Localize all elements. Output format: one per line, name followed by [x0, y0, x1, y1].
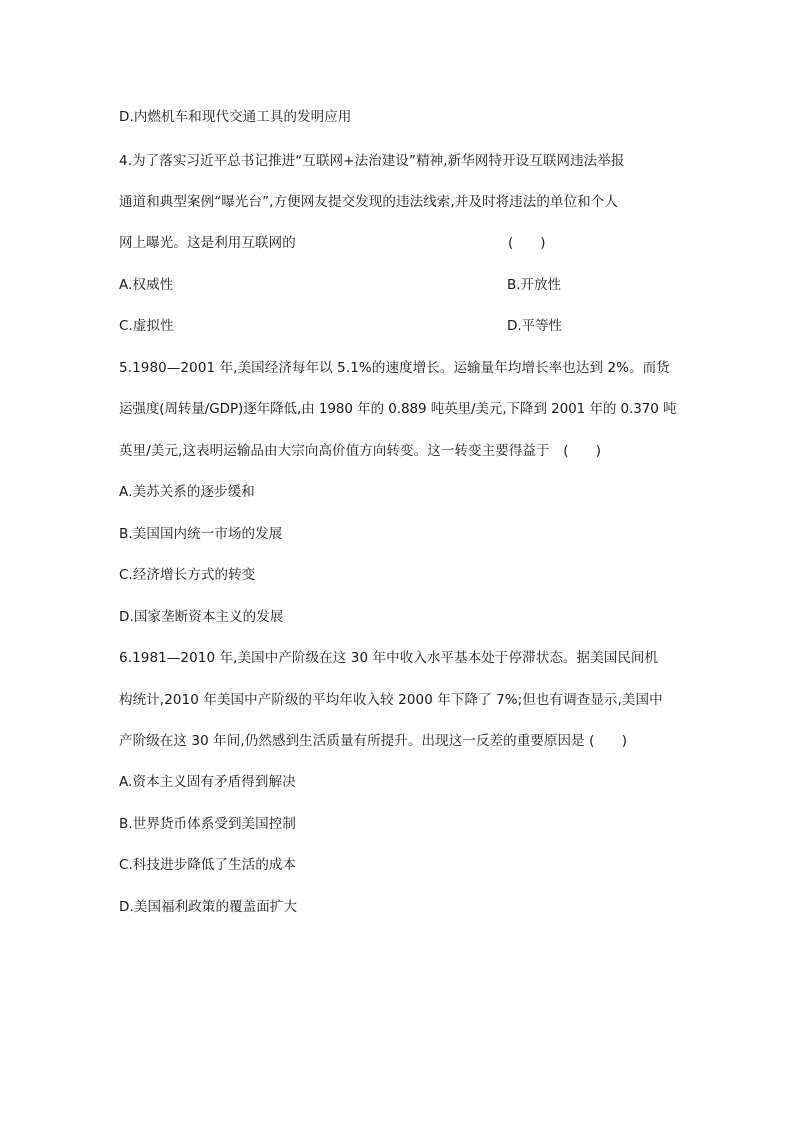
q4-stem-line-3: 网上曝光。这是利用互联网的 — [119, 235, 296, 251]
q4-answer-paren: ( ) — [508, 235, 546, 251]
q4-option-d: D.平等性 — [507, 318, 563, 334]
q6-stem-line-3: 产阶级在这 30 年间,仍然感到生活质量有所提升。出现这一反差的重要原因是 ( ) — [119, 733, 628, 749]
q5-stem-line-3: 英里/美元,这表明运输品由大宗向高价值方向转变。这一转变主要得益于 ( ) — [119, 443, 602, 459]
q4-stem-line-1: 4.为了落实习近平总书记推进“互联网+法治建设”精神,新华网特开设互联网违法举报 — [119, 153, 625, 169]
q5-option-a: A.美苏关系的逐步缓和 — [119, 484, 255, 500]
q6-option-d: D.美国福利政策的覆盖面扩大 — [119, 899, 298, 915]
q6-option-b: B.世界货币体系受到美国控制 — [119, 816, 296, 832]
q5-option-b: B.美国国内统一市场的发展 — [119, 526, 283, 542]
q6-stem-line-2: 构统计,2010 年美国中产阶级的平均年收入较 2000 年下降了 7%;但也有调查显示,美国中 — [119, 692, 663, 708]
q4-option-c: C.虚拟性 — [119, 318, 174, 334]
q4-stem-line-2: 通道和典型案例“曝光台”,方便网友提交发现的违法线索,并及时将违法的单位和个人 — [119, 194, 618, 210]
q5-stem-line-1: 5.1980—2001 年,美国经济每年以 5.1%的速度增长。运输量年均增长率也达到 2%。而货 — [119, 360, 670, 376]
q5-option-d: D.国家垄断资本主义的发展 — [119, 609, 284, 625]
q4-option-a: A.权威性 — [119, 277, 174, 293]
q4-option-b: B.开放性 — [507, 277, 562, 293]
q6-option-c: C.科技进步降低了生活的成本 — [119, 857, 297, 873]
q5-stem-line-2: 运强度(周转量/GDP)逐年降低,由 1980 年的 0.889 吨英里/美元,下降到 2001 年的 0.370 吨 — [119, 401, 677, 417]
q6-stem-line-1: 6.1981—2010 年,美国中产阶级在这 30 年中收入水平基本处于停滞状态。据美国民间机 — [119, 650, 659, 666]
q3-option-d: D.内燃机车和现代交通工具的发明应用 — [119, 109, 352, 125]
q6-option-a: A.资本主义固有矛盾得到解决 — [119, 774, 296, 790]
q5-option-c: C.经济增长方式的转变 — [119, 567, 256, 583]
